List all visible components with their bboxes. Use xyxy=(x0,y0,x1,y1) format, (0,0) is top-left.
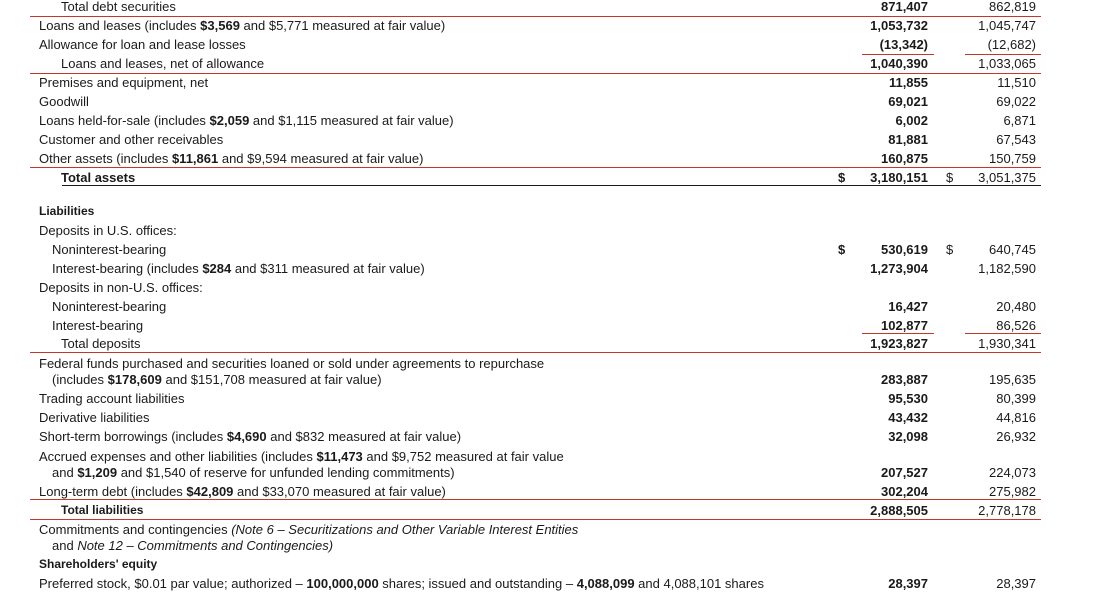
table-row xyxy=(0,408,1095,427)
table-row xyxy=(0,54,1095,73)
value-current: 32,098 xyxy=(888,429,928,444)
value-prior: 275,982 xyxy=(989,484,1036,499)
value-prior: 6,871 xyxy=(1003,113,1036,128)
row-label: Total assets xyxy=(61,170,136,185)
value-current: 43,432 xyxy=(888,410,928,425)
value-prior: 80,399 xyxy=(996,391,1036,406)
row-label: Preferred stock, $0.01 par value; authorized – 100,000,000 shares; issued and outstanding – 4,088,099 and 4,088,101 shares xyxy=(39,576,764,591)
table-row xyxy=(0,574,1095,593)
divider xyxy=(30,499,1041,500)
value-current: 160,875 xyxy=(881,151,928,166)
value-current: 283,887 xyxy=(881,372,928,387)
value-prior: 1,930,341 xyxy=(978,336,1036,351)
table-row xyxy=(0,221,1095,240)
row-label: Short-term borrowings (includes $4,690 and $832 measured at fair value) xyxy=(39,429,462,444)
row-label: Interest-bearing xyxy=(52,318,144,333)
section-heading: Shareholders' equity xyxy=(39,557,158,571)
value-prior: 862,819 xyxy=(989,0,1036,14)
table-row xyxy=(0,92,1095,111)
value-prior: 67,543 xyxy=(996,132,1036,147)
currency-symbol: $ xyxy=(946,242,954,257)
divider xyxy=(62,185,1041,186)
row-label: Total debt securities xyxy=(61,0,176,14)
row-label: Customer and other receivables xyxy=(39,132,224,147)
value-current: 28,397 xyxy=(888,576,928,591)
value-current: 1,053,732 xyxy=(870,18,928,33)
row-label: and $1,209 and $1,540 of reserve for unfunded lending commitments) xyxy=(52,465,455,480)
value-current: 3,180,151 xyxy=(870,170,928,185)
currency-symbol: $ xyxy=(946,170,954,185)
value-prior: (12,682) xyxy=(987,37,1036,52)
value-prior: 1,033,065 xyxy=(978,56,1036,71)
value-current: 11,855 xyxy=(888,75,928,90)
table-row xyxy=(0,501,1095,520)
value-prior: 224,073 xyxy=(989,465,1036,480)
table-row xyxy=(0,389,1095,408)
value-prior: 3,051,375 xyxy=(978,170,1036,185)
row-label: Goodwill xyxy=(39,94,89,109)
row-label: Total deposits xyxy=(61,336,141,351)
value-current: 1,273,904 xyxy=(870,261,928,276)
row-label: Interest-bearing (includes $284 and $311 measured at fair value) xyxy=(52,261,425,276)
table-row xyxy=(0,278,1095,297)
currency-symbol: $ xyxy=(838,170,846,185)
table-row xyxy=(0,427,1095,446)
value-current: 69,021 xyxy=(888,94,928,109)
value-prior: 44,816 xyxy=(996,410,1036,425)
currency-symbol: $ xyxy=(838,242,846,257)
value-current: 302,204 xyxy=(881,484,928,499)
value-current: 6,002 xyxy=(895,113,928,128)
value-prior: 20,480 xyxy=(996,299,1036,314)
table-row xyxy=(0,149,1095,168)
value-prior: 86,526 xyxy=(996,318,1036,333)
value-current: 530,619 xyxy=(881,242,928,257)
row-label: Total liabilities xyxy=(61,503,144,517)
row-label: Allowance for loan and lease losses xyxy=(39,37,246,52)
row-label: Loans held-for-sale (includes $2,059 and $1,115 measured at fair value) xyxy=(39,113,454,128)
row-label: Trading account liabilities xyxy=(39,391,185,406)
value-current: 1,040,390 xyxy=(870,56,928,71)
row-label: and Note 12 – Commitments and Contingencies) xyxy=(52,538,334,553)
value-current: 207,527 xyxy=(881,465,928,480)
table-row xyxy=(0,334,1095,353)
value-current: 81,881 xyxy=(888,132,928,147)
row-label: Derivative liabilities xyxy=(39,410,150,425)
value-prior: 26,932 xyxy=(996,429,1036,444)
value-current: 95,530 xyxy=(888,391,928,406)
value-prior: 69,022 xyxy=(996,94,1036,109)
row-label: Accrued expenses and other liabilities (includes $11,473 and $9,752 measured at fair value xyxy=(39,449,564,464)
table-row xyxy=(0,111,1095,130)
row-label: Other assets (includes $11,861 and $9,594 measured at fair value) xyxy=(39,151,424,166)
table-row xyxy=(0,130,1095,149)
row-label: Deposits in U.S. offices: xyxy=(39,223,177,238)
value-prior: 2,778,178 xyxy=(978,503,1036,518)
row-label: Noninterest-bearing xyxy=(52,299,167,314)
row-label: Commitments and contingencies (Note 6 – Securitizations and Other Variable Interest Entities xyxy=(39,522,579,537)
table-row xyxy=(0,297,1095,316)
row-label: Federal funds purchased and securities loaned or sold under agreements to repurchase xyxy=(39,356,545,371)
row-label: Noninterest-bearing xyxy=(52,242,167,257)
table-row xyxy=(0,370,1095,389)
divider xyxy=(30,352,1041,353)
row-label: Premises and equipment, net xyxy=(39,75,209,90)
value-prior: 150,759 xyxy=(989,151,1036,166)
table-row xyxy=(0,463,1095,482)
value-prior: 1,182,590 xyxy=(978,261,1036,276)
value-prior: 11,510 xyxy=(997,75,1036,90)
value-prior: 195,635 xyxy=(989,372,1036,387)
table-row xyxy=(0,73,1095,92)
row-label: Loans and leases (includes $3,569 and $5,771 measured at fair value) xyxy=(39,18,446,33)
section-heading: Liabilities xyxy=(39,204,95,218)
row-label: Deposits in non-U.S. offices: xyxy=(39,280,203,295)
table-row xyxy=(0,536,1095,555)
row-label: Loans and leases, net of allowance xyxy=(61,56,265,71)
value-current: 2,888,505 xyxy=(870,503,928,518)
value-prior: 640,745 xyxy=(989,242,1036,257)
table-row xyxy=(0,35,1095,54)
table-row xyxy=(0,259,1095,278)
value-current: 871,407 xyxy=(881,0,928,14)
table-row xyxy=(0,240,1095,259)
value-prior: 1,045,747 xyxy=(978,18,1036,33)
table-row xyxy=(0,16,1095,35)
value-prior: 28,397 xyxy=(996,576,1036,591)
value-current: 102,877 xyxy=(881,318,928,333)
value-current: (13,342) xyxy=(879,37,928,52)
row-label: Long-term debt (includes $42,809 and $33,070 measured at fair value) xyxy=(39,484,446,499)
value-current: 16,427 xyxy=(888,299,928,314)
table-row xyxy=(0,0,1095,16)
row-label: (includes $178,609 and $151,708 measured at fair value) xyxy=(52,372,382,387)
value-current: 1,923,827 xyxy=(870,336,928,351)
